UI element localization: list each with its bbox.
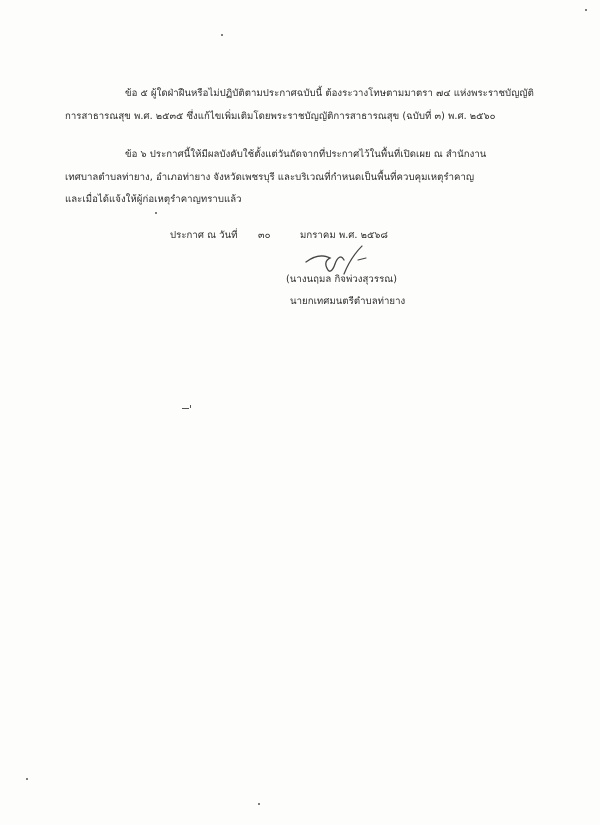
clause-6-line-2: เทศบาลตำบลท่ายาง, อำเภอท่ายาง จังหวัดเพชรบุรี และบริเวณที่กำหนดเป็นพื้นที่ควบคุมเหตุรำคาญ <box>65 172 475 183</box>
clause-5-line-2: การสาธารณสุข พ.ศ. ๒๕๓๕ ซึ่งแก้ไขเพิ่มเติมโดยพระราชบัญญัติการสาธารณสุข (ฉบับที่ ๓) พ.ศ. ๒๕๖๐ <box>65 111 496 122</box>
paper-speck <box>585 9 587 11</box>
paper-speck <box>190 405 191 408</box>
clause-5-line-1: ข้อ ๕ ผู้ใดฝ่าฝืนหรือไม่ปฏิบัติตามประกาศฉบับนี้ ต้องระวางโทษตามมาตรา ๗๔ แห่งพระราชบัญญัติ <box>125 88 534 99</box>
paper-speck <box>182 408 189 409</box>
paper-speck <box>155 212 157 214</box>
paper-speck <box>258 803 260 805</box>
announcement-date-month-year: มกราคม พ.ศ. ๒๕๖๘ <box>300 230 388 241</box>
announcement-date-day: ๓๐ <box>258 230 271 241</box>
paper-speck <box>26 778 28 780</box>
paper-speck <box>221 34 223 36</box>
signatory-position: นายกเทศมนตรีตำบลท่ายาง <box>290 296 406 307</box>
announcement-date-prefix: ประกาศ ณ วันที่ <box>170 230 238 241</box>
clause-6-line-3: และเมื่อได้แจ้งให้ผู้ก่อเหตุรำคาญทราบแล้ว <box>65 194 242 205</box>
clause-6-line-1: ข้อ ๖ ประกาศนี้ให้มีผลบังคับใช้ตั้งแต่วันถัดจากที่ประกาศไว้ในพื้นที่เปิดเผย ณ สำนักงาน <box>125 149 487 160</box>
signatory-name: (นางนฤมล กิจพ่วงสุวรรณ) <box>286 274 398 285</box>
